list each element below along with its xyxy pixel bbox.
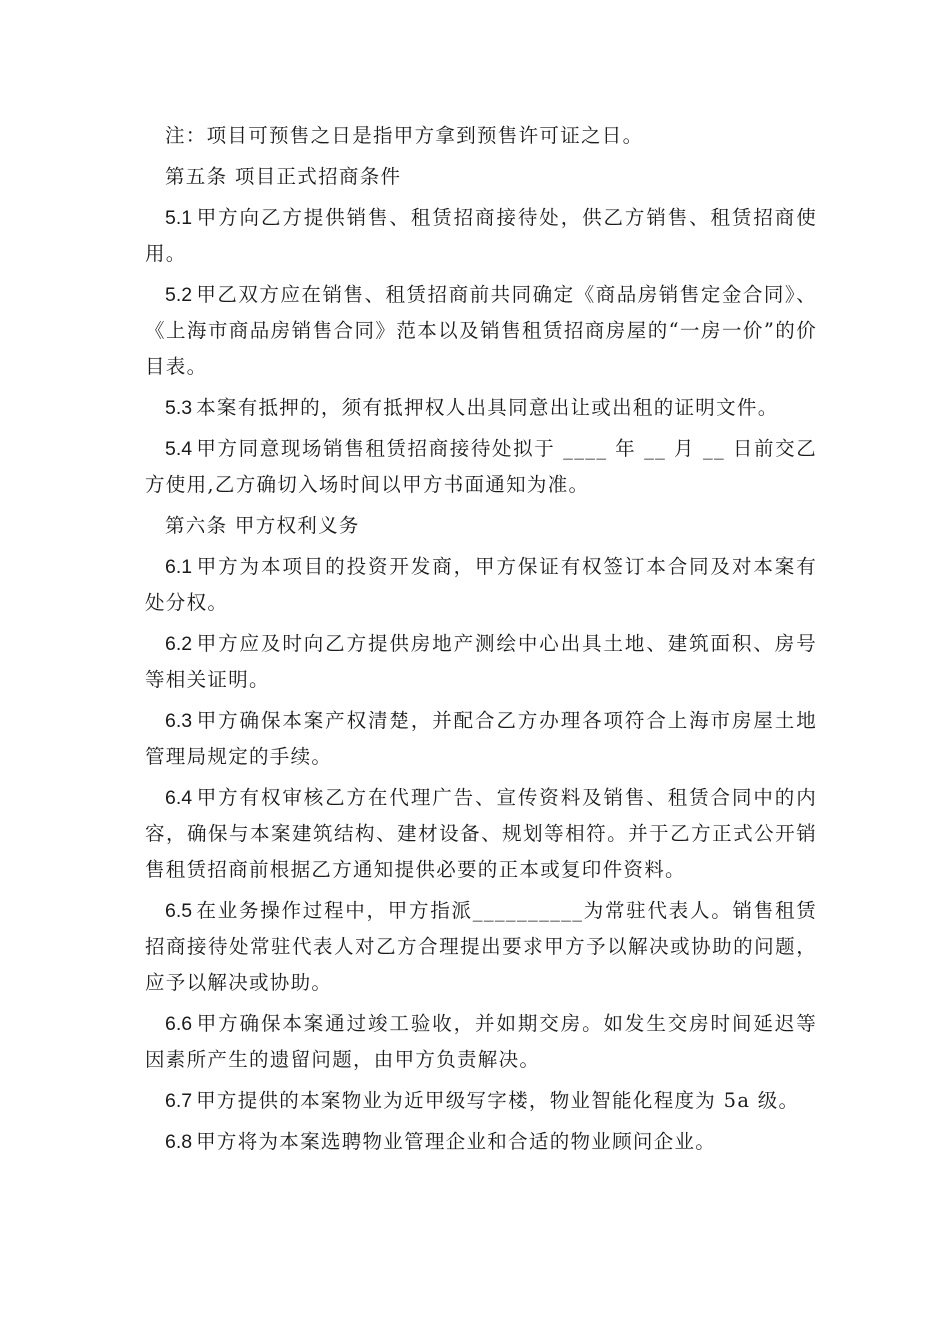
- clause-text: 甲方确保本案通过竣工验收，并如期交房。如发生交房时间延迟等因素所产生的遗留问题，由甲方负责解决。: [145, 1012, 817, 1071]
- clause-6-1: [145, 549, 817, 621]
- clause-text: 甲乙双方应在销售、租赁招商前共同确定《商品房销售定金合同》、《上海市商品房销售合同》范本以及销售租赁招商房屋的“一房一价”的价目表。: [145, 283, 817, 378]
- heading-text: 第五条 项目正式招商条件: [165, 165, 402, 188]
- clause-6-5: [145, 893, 817, 1001]
- clause-number: 5.3: [165, 397, 193, 419]
- clause-number: 6.3: [165, 710, 193, 732]
- clause-text: 本案有抵押的，须有抵押权人出具同意出让或出租的证明文件。: [196, 396, 779, 419]
- clause-number: 6.7: [165, 1090, 193, 1112]
- clause-text: 甲方有权审核乙方在代理广告、宣传资料及销售、租赁合同中的内容，确保与本案建筑结构、建材设备、规划等相符。并于乙方正式公开销售租赁招商前根据乙方通知提供必要的正本或复印件资料。: [145, 786, 817, 881]
- clause-number: 5.4: [165, 438, 193, 460]
- clause-5-1: [145, 200, 817, 272]
- clause-text: 甲方为本项目的投资开发商，甲方保证有权签订本合同及对本案有处分权。: [145, 555, 817, 614]
- article-6-heading: [145, 508, 817, 544]
- clause-number: 6.6: [165, 1013, 193, 1035]
- clause-text: 甲方应及时向乙方提供房地产测绘中心出具土地、建筑面积、房号等相关证明。: [145, 632, 817, 691]
- clause-number: 6.8: [165, 1131, 193, 1153]
- article-5-heading: [145, 159, 817, 195]
- paragraph-text: 注：项目可预售之日是指甲方拿到预售许可证之日。: [165, 124, 644, 147]
- clause-6-6: [145, 1006, 817, 1078]
- clause-6-7: [145, 1083, 817, 1119]
- document-body: [145, 118, 817, 1165]
- clause-text: 甲方向乙方提供销售、租赁招商接待处，供乙方销售、租赁招商使用。: [145, 206, 817, 265]
- note-paragraph: [145, 118, 817, 154]
- clause-text: 甲方将为本案选聘物业管理企业和合适的物业顾问企业。: [196, 1130, 717, 1153]
- clause-text: 甲方同意现场销售租赁招商接待处拟于 ____ 年 __ 月 __ 日前交乙方使用,乙方确切入场时间以甲方书面通知为准。: [145, 437, 817, 496]
- clause-number: 6.2: [165, 633, 193, 655]
- clause-number: 6.4: [165, 787, 193, 809]
- clause-text: 在业务操作过程中，甲方指派__________为常驻代表人。销售租赁招商接待处常驻代表人对乙方合理提出要求甲方予以解决或协助的问题，应予以解决或协助。: [145, 899, 817, 994]
- clause-number: 6.5: [165, 900, 193, 922]
- clause-5-2: [145, 277, 817, 385]
- clause-number: 5.1: [165, 207, 193, 229]
- clause-5-4: [145, 431, 817, 503]
- clause-number: 5.2: [165, 284, 193, 306]
- heading-text: 第六条 甲方权利义务: [165, 514, 360, 537]
- clause-number: 6.1: [165, 556, 193, 578]
- clause-text: 甲方提供的本案物业为近甲级写字楼，物业智能化程度为 5a 级。: [196, 1089, 800, 1112]
- clause-6-3: [145, 703, 817, 775]
- clause-6-8: [145, 1124, 817, 1160]
- clause-6-2: [145, 626, 817, 698]
- clause-6-4: [145, 780, 817, 888]
- clause-5-3: [145, 390, 817, 426]
- clause-text: 甲方确保本案产权清楚，并配合乙方办理各项符合上海市房屋土地管理局规定的手续。: [145, 709, 817, 768]
